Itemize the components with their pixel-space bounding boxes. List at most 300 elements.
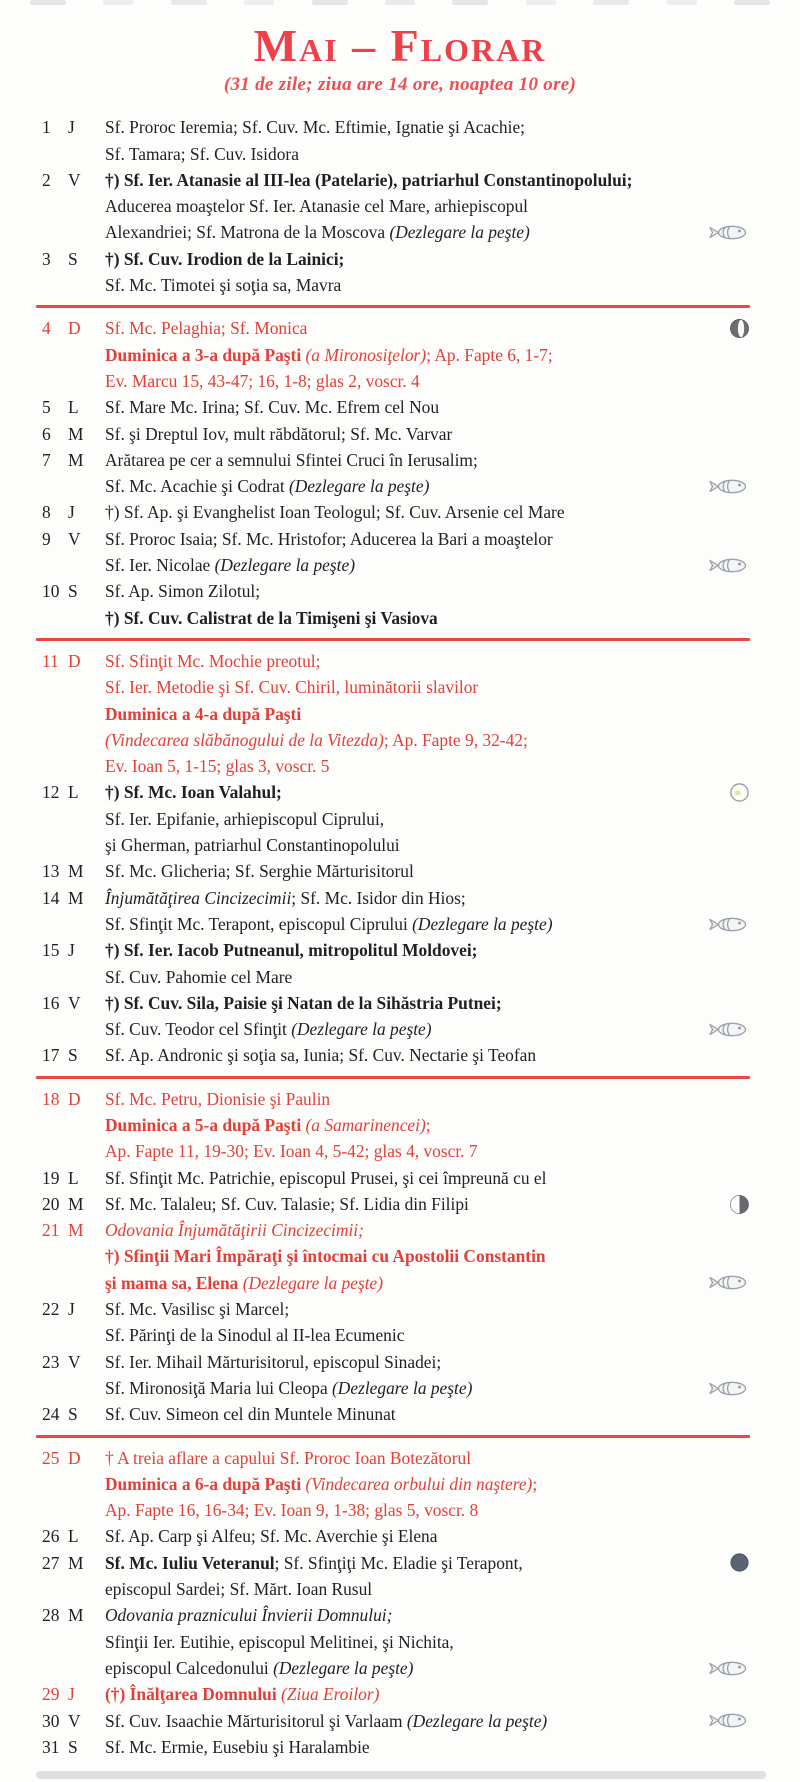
day-of-week: D	[68, 1447, 81, 1468]
entry-text	[105, 1349, 702, 1375]
day-of-week: M	[68, 449, 84, 470]
day-number: 20	[42, 1193, 60, 1214]
fish-icon	[708, 1021, 750, 1038]
entry-text	[105, 964, 702, 990]
day-label	[42, 246, 105, 272]
icon-cell	[702, 727, 750, 753]
entry-text	[105, 1401, 702, 1427]
entry-text	[105, 342, 702, 368]
icon-cell	[702, 1042, 750, 1068]
day-label	[42, 552, 105, 578]
text-segment: ;	[425, 1114, 431, 1135]
week-separator	[36, 305, 750, 308]
calendar-row	[42, 1655, 750, 1681]
text-segment: †) Sfinţii Mari Împăraţi şi întocmai cu Apostolii Constantin	[105, 1246, 546, 1267]
day-label	[42, 1217, 105, 1243]
text-segment: †) Sf. Cuv. Sila, Paisie şi Natan de la Sihăstria Putnei;	[105, 992, 502, 1013]
text-segment: (a Mironosiţelor)	[305, 344, 427, 365]
text-segment: Odovania Înjumătăţirii Cincizecimii;	[105, 1220, 364, 1241]
day-of-week: J	[68, 117, 75, 138]
text-segment: †) Sf. Mc. Ioan Valahul;	[105, 782, 282, 803]
day-number: 7	[42, 449, 51, 470]
icon-cell	[702, 648, 750, 674]
week-separator	[36, 1076, 750, 1079]
icon-cell	[702, 447, 750, 473]
icon-cell	[702, 674, 750, 700]
calendar-row	[42, 114, 750, 140]
day-of-week: V	[68, 1710, 81, 1731]
icon-cell	[702, 114, 750, 140]
icon-cell	[702, 1112, 750, 1138]
entry-text	[105, 1497, 702, 1523]
icon-cell	[702, 885, 750, 911]
icon-cell	[702, 1191, 750, 1217]
day-number: 26	[42, 1526, 60, 1547]
icon-cell	[702, 141, 750, 167]
day-label	[42, 1523, 105, 1549]
day-label	[42, 167, 105, 193]
day-label	[42, 1191, 105, 1217]
day-of-week: L	[68, 782, 79, 803]
text-segment: Sf. Mc. Iuliu Veteranul	[105, 1552, 275, 1573]
day-label	[42, 1086, 105, 1112]
text-segment: (Dezlegare la peşte)	[273, 1657, 414, 1678]
fish-icon	[708, 224, 750, 241]
day-of-week: V	[68, 528, 81, 549]
page-title: Mai – Florar	[253, 20, 547, 71]
day-label	[42, 368, 105, 394]
day-label	[42, 447, 105, 473]
text-segment: (Ziua Eroilor)	[281, 1684, 380, 1705]
icon-cell	[702, 1243, 750, 1269]
icon-cell	[702, 1138, 750, 1164]
entry-text	[105, 499, 702, 525]
icon-cell	[702, 806, 750, 832]
entry-text	[105, 167, 702, 193]
text-segment: Sf. Ier. Epifanie, arhiepiscopul Ciprului,	[105, 808, 385, 829]
day-number: 5	[42, 397, 51, 418]
calendar-row	[42, 674, 750, 700]
entry-text	[105, 605, 702, 631]
icon-cell	[702, 1497, 750, 1523]
text-segment: †) Sf. Ier. Iacob Putneanul, mitropolitul Moldovei;	[105, 940, 478, 961]
day-number: 13	[42, 861, 60, 882]
icon-cell	[702, 342, 750, 368]
calendar-row	[42, 911, 750, 937]
day-of-week: S	[68, 1404, 78, 1425]
day-number: 11	[42, 650, 59, 671]
text-segment: ; Sf. Mc. Isidor din Hios;	[291, 887, 466, 908]
day-of-week: M	[68, 861, 84, 882]
icon-cell	[702, 1349, 750, 1375]
icon-cell	[702, 499, 750, 525]
day-label	[42, 1471, 105, 1497]
entry-text	[105, 648, 702, 674]
text-segment: Sf. Sfinţit Mc. Patrichie, episcopul Prusei, şi cei împreună cu el	[105, 1167, 547, 1188]
day-label	[42, 990, 105, 1016]
text-segment: şi Gherman, patriarhul Constantinopolului	[105, 835, 400, 856]
text-segment: Ap. Fapte 11, 19-30; Ev. Ioan 4, 5-42; glas 4, voscr. 7	[105, 1141, 478, 1162]
day-label	[42, 1497, 105, 1523]
day-of-week: J	[68, 940, 75, 961]
text-segment: Sf. Sfinţit Mc. Mochie preotul;	[105, 650, 321, 671]
day-label	[42, 1016, 105, 1042]
calendar-row	[42, 1270, 750, 1296]
calendar-row	[42, 167, 750, 193]
day-number: 8	[42, 502, 51, 523]
calendar-row	[42, 1086, 750, 1112]
calendar-row	[42, 858, 750, 884]
day-label	[42, 578, 105, 604]
text-segment: †) Sf. Ap. şi Evanghelist Ioan Teologul; Sf. Cuv. Arsenie cel Mare	[105, 502, 565, 523]
day-number: 22	[42, 1299, 60, 1320]
text-segment: Sf. Mc. Petru, Dionisie şi Paulin	[105, 1088, 331, 1109]
icon-cell	[702, 1655, 750, 1681]
day-label	[42, 1629, 105, 1655]
text-segment: †) Sf. Cuv. Calistrat de la Timişeni şi Vasiova	[105, 607, 438, 628]
fish-icon	[708, 1274, 750, 1291]
fish-icon	[708, 1712, 750, 1729]
icon-cell	[702, 552, 750, 578]
icon-cell	[702, 753, 750, 779]
text-segment: Sf. Cuv. Pahomie cel Mare	[105, 966, 293, 987]
day-label	[42, 674, 105, 700]
text-segment: (Vindecarea slăbănogului de la Vitezda)	[105, 729, 384, 750]
day-label	[42, 1322, 105, 1348]
calendar-row	[42, 779, 750, 805]
text-segment: Arătarea pe cer a semnului Sfintei Cruci în Ierusalim;	[105, 449, 478, 470]
calendar-row	[42, 552, 750, 578]
page-top-bleed	[30, 0, 770, 5]
calendar-row	[42, 1629, 750, 1655]
icon-cell	[702, 1401, 750, 1427]
day-number: 3	[42, 248, 51, 269]
text-segment: Sf. Cuv. Isaachie Mărturisitorul şi Varlaam	[105, 1710, 407, 1731]
day-number: 4	[42, 318, 51, 339]
calendar-row	[42, 806, 750, 832]
entry-text	[105, 1734, 702, 1760]
text-segment: (Vindecarea orbului din naştere)	[305, 1473, 533, 1494]
text-segment: şi mama sa, Elena	[105, 1272, 243, 1293]
day-label	[42, 885, 105, 911]
icon-cell	[702, 1086, 750, 1112]
entry-text	[105, 552, 702, 578]
entry-text	[105, 727, 702, 753]
calendar-row	[42, 1165, 750, 1191]
day-of-week: L	[68, 397, 79, 418]
entry-text	[105, 1322, 702, 1348]
entry-text	[105, 753, 702, 779]
fish-icon	[708, 557, 750, 574]
page-bottom-edge	[36, 1771, 766, 1779]
entry-text	[105, 1086, 702, 1112]
calendar-row	[42, 1112, 750, 1138]
entry-text	[105, 1445, 702, 1471]
text-segment: Duminica a 6-a după Paşti	[105, 1473, 306, 1494]
calendar-row	[42, 193, 750, 219]
day-label	[42, 1576, 105, 1602]
icon-cell	[702, 315, 750, 341]
text-segment: †) Sf. Ier. Atanasie al III-lea (Patelarie), patriarhul Constantinopolului;	[105, 169, 633, 190]
entry-text	[105, 1655, 702, 1681]
day-of-week: M	[68, 1552, 84, 1573]
text-segment: Odovania praznicului Învierii Domnului;	[105, 1605, 393, 1626]
day-number: 31	[42, 1736, 60, 1757]
day-label	[42, 1375, 105, 1401]
text-segment: episcopul Calcedonului	[105, 1657, 274, 1678]
calendar-row	[42, 648, 750, 674]
text-segment: Sf. Cuv. Simeon cel din Muntele Minunat	[105, 1404, 396, 1425]
entry-text	[105, 779, 702, 805]
icon-cell	[702, 1016, 750, 1042]
calendar-row	[42, 1217, 750, 1243]
entry-text	[105, 114, 702, 140]
icon-cell	[702, 990, 750, 1016]
icon-cell	[702, 1296, 750, 1322]
day-of-week: S	[68, 1736, 78, 1757]
day-number: 23	[42, 1351, 60, 1372]
text-segment: Sf. Mc. Glicheria; Sf. Serghie Mărturisitorul	[105, 861, 414, 882]
text-segment: Duminica a 3-a după Paşti	[105, 344, 306, 365]
calendar-row	[42, 727, 750, 753]
day-number: 28	[42, 1605, 60, 1626]
calendar-row	[42, 1191, 750, 1217]
icon-cell	[702, 832, 750, 858]
calendar-row	[42, 1243, 750, 1269]
icon-cell	[702, 1523, 750, 1549]
moon-full-icon	[729, 782, 750, 803]
day-number: 10	[42, 581, 60, 602]
calendar-row	[42, 1734, 750, 1760]
entry-text	[105, 885, 702, 911]
calendar-row	[42, 447, 750, 473]
entry-text	[105, 1112, 702, 1138]
entry-text	[105, 394, 702, 420]
day-label	[42, 473, 105, 499]
entry-text	[105, 1550, 702, 1576]
day-label	[42, 1655, 105, 1681]
icon-cell	[702, 1375, 750, 1401]
day-label	[42, 1401, 105, 1427]
calendar-row	[42, 701, 750, 727]
entry-text	[105, 1165, 702, 1191]
fish-icon	[708, 916, 750, 933]
icon-cell	[702, 1550, 750, 1576]
text-segment: Sf. Ap. Simon Zilotul;	[105, 581, 261, 602]
text-segment: †) Sf. Cuv. Irodion de la Lainici;	[105, 248, 345, 269]
day-label	[42, 832, 105, 858]
entry-text	[105, 219, 702, 245]
day-of-week: D	[68, 1088, 81, 1109]
text-segment: Sf. Ap. Carp şi Alfeu; Sf. Mc. Averchie şi Elena	[105, 1526, 438, 1547]
text-segment: Alexandriei; Sf. Matrona de la Moscova	[105, 222, 390, 243]
day-label	[42, 1445, 105, 1471]
day-of-week: L	[68, 1167, 79, 1188]
calendar-row	[42, 832, 750, 858]
icon-cell	[702, 394, 750, 420]
entry-text	[105, 1523, 702, 1549]
day-label	[42, 342, 105, 368]
text-segment: Sf. Mc. Ermie, Eusebiu şi Haralambie	[105, 1736, 370, 1757]
day-of-week: M	[68, 423, 84, 444]
day-label	[42, 701, 105, 727]
calendar-row	[42, 1602, 750, 1628]
text-segment: Duminica a 5-a după Paşti	[105, 1114, 306, 1135]
calendar-row	[42, 368, 750, 394]
icon-cell	[702, 1165, 750, 1191]
text-segment: Sf. Mc. Vasilisc şi Marcel;	[105, 1299, 290, 1320]
entry-text	[105, 578, 702, 604]
calendar-row	[42, 1349, 750, 1375]
moon-first-quarter-icon	[729, 318, 750, 339]
text-segment: (Dezlegare la peşte)	[406, 1710, 548, 1731]
day-number: 6	[42, 423, 51, 444]
day-label	[42, 727, 105, 753]
entry-text	[105, 421, 702, 447]
calendar-row	[42, 964, 750, 990]
calendar-row	[42, 990, 750, 1016]
calendar-row	[42, 1296, 750, 1322]
icon-cell	[702, 1445, 750, 1471]
entry-text	[105, 526, 702, 552]
icon-cell	[702, 1270, 750, 1296]
day-of-week: D	[68, 318, 81, 339]
text-segment: ;	[532, 1473, 538, 1494]
icon-cell	[702, 1471, 750, 1497]
day-number: 19	[42, 1167, 60, 1188]
entry-text	[105, 832, 702, 858]
entry-text	[105, 937, 702, 963]
icon-cell	[702, 858, 750, 884]
text-segment: Ev. Marcu 15, 43-47; 16, 1-8; glas 2, voscr. 4	[105, 370, 420, 391]
day-number: 24	[42, 1404, 60, 1425]
day-of-week: M	[68, 887, 84, 908]
calendar-row	[42, 1138, 750, 1164]
day-label	[42, 114, 105, 140]
calendar-row	[42, 753, 750, 779]
day-number: 15	[42, 940, 60, 961]
text-segment: (Dezlegare la peşte)	[289, 476, 430, 497]
calendar-row	[42, 1497, 750, 1523]
entry-text	[105, 674, 702, 700]
icon-cell	[702, 473, 750, 499]
calendar-row	[42, 1322, 750, 1348]
calendar-row	[42, 526, 750, 552]
icon-cell	[702, 1602, 750, 1628]
icon-cell	[702, 1576, 750, 1602]
text-segment: Sf. Proroc Isaia; Sf. Mc. Hristofor; Aducerea la Bari a moaştelor	[105, 528, 553, 549]
entry-text	[105, 1576, 702, 1602]
day-label	[42, 1165, 105, 1191]
entry-text	[105, 368, 702, 394]
entry-text	[105, 1042, 702, 1068]
text-segment: (Dezlegare la peşte)	[332, 1377, 473, 1398]
entry-text	[105, 1708, 702, 1734]
entry-text	[105, 315, 702, 341]
text-segment: Sfinţii Ier. Eutihie, episcopul Melitinei, şi Nichita,	[105, 1631, 454, 1652]
icon-cell	[702, 911, 750, 937]
text-segment: Sf. Mironosiţă Maria lui Cleopa	[105, 1377, 333, 1398]
entry-text	[105, 701, 702, 727]
icon-cell	[702, 605, 750, 631]
icon-cell	[702, 219, 750, 245]
day-of-week: L	[68, 1526, 79, 1547]
text-segment: Sf. Cuv. Teodor cel Sfinţit	[105, 1019, 292, 1040]
entry-text	[105, 911, 702, 937]
icon-cell	[702, 421, 750, 447]
calendar-row	[42, 1681, 750, 1707]
entry-text	[105, 806, 702, 832]
text-segment: Ap. Fapte 16, 16-34; Ev. Ioan 9, 1-38; glas 5, voscr. 8	[105, 1500, 479, 1521]
day-label	[42, 1708, 105, 1734]
day-label	[42, 937, 105, 963]
text-segment: (a Samarinencei)	[305, 1114, 426, 1135]
text-segment: Sf. Mc. Timotei şi soţia sa, Mavra	[105, 275, 342, 296]
day-number: 30	[42, 1710, 60, 1731]
day-label	[42, 315, 105, 341]
text-segment: Sf. Ier. Mihail Mărturisitorul, episcopul Sinadei;	[105, 1351, 442, 1372]
text-segment: Aducerea moaştelor Sf. Ier. Atanasie cel Mare, arhiepiscopul	[105, 196, 529, 217]
day-label	[42, 1042, 105, 1068]
day-label	[42, 806, 105, 832]
calendar-row	[42, 1523, 750, 1549]
day-label	[42, 648, 105, 674]
text-segment: (Dezlegare la peşte)	[412, 913, 553, 934]
page-subtitle: (31 de zile; ziua are 14 ore, noaptea 10 ore)	[223, 74, 577, 96]
day-label	[42, 141, 105, 167]
day-label	[42, 394, 105, 420]
day-label	[42, 1270, 105, 1296]
calendar-row	[42, 342, 750, 368]
day-label	[42, 1349, 105, 1375]
day-label	[42, 193, 105, 219]
day-label	[42, 526, 105, 552]
calendar-row	[42, 272, 750, 298]
week-separator	[36, 638, 750, 641]
day-label	[42, 1112, 105, 1138]
calendar-row	[42, 1375, 750, 1401]
day-of-week: S	[68, 581, 78, 602]
entry-text	[105, 246, 702, 272]
day-number: 14	[42, 887, 60, 908]
fish-icon	[708, 1380, 750, 1397]
icon-cell	[702, 246, 750, 272]
day-of-week: S	[68, 248, 78, 269]
text-segment: Sf. Părinţi de la Sinodul al II-lea Ecumenic	[105, 1325, 405, 1346]
text-segment: Ev. Ioan 5, 1-15; glas 3, voscr. 5	[105, 756, 330, 777]
day-of-week: D	[68, 650, 81, 671]
entry-text	[105, 1217, 702, 1243]
text-segment: (Dezlegare la peşte)	[389, 222, 530, 243]
entry-text	[105, 1270, 702, 1296]
icon-cell	[702, 779, 750, 805]
text-segment: (†) Înălţarea Domnului	[105, 1684, 282, 1705]
entry-text	[105, 473, 702, 499]
text-segment: episcopul Sardei; Sf. Mărt. Ioan Rusul	[105, 1579, 373, 1600]
text-segment: † A treia aflare a capului Sf. Proroc Ioan Botezătorul	[105, 1447, 472, 1468]
calendar-row	[42, 219, 750, 245]
entry-text	[105, 1243, 702, 1269]
day-label	[42, 1138, 105, 1164]
text-segment: Sf. Mc. Talaleu; Sf. Cuv. Talasie; Sf. Lidia din Filipi	[105, 1193, 469, 1214]
day-number: 1	[42, 117, 51, 138]
calendar-row	[42, 937, 750, 963]
icon-cell	[702, 1217, 750, 1243]
text-segment: (Dezlegare la peşte)	[242, 1272, 384, 1293]
calendar-row	[42, 499, 750, 525]
day-label	[42, 1602, 105, 1628]
day-label	[42, 1243, 105, 1269]
